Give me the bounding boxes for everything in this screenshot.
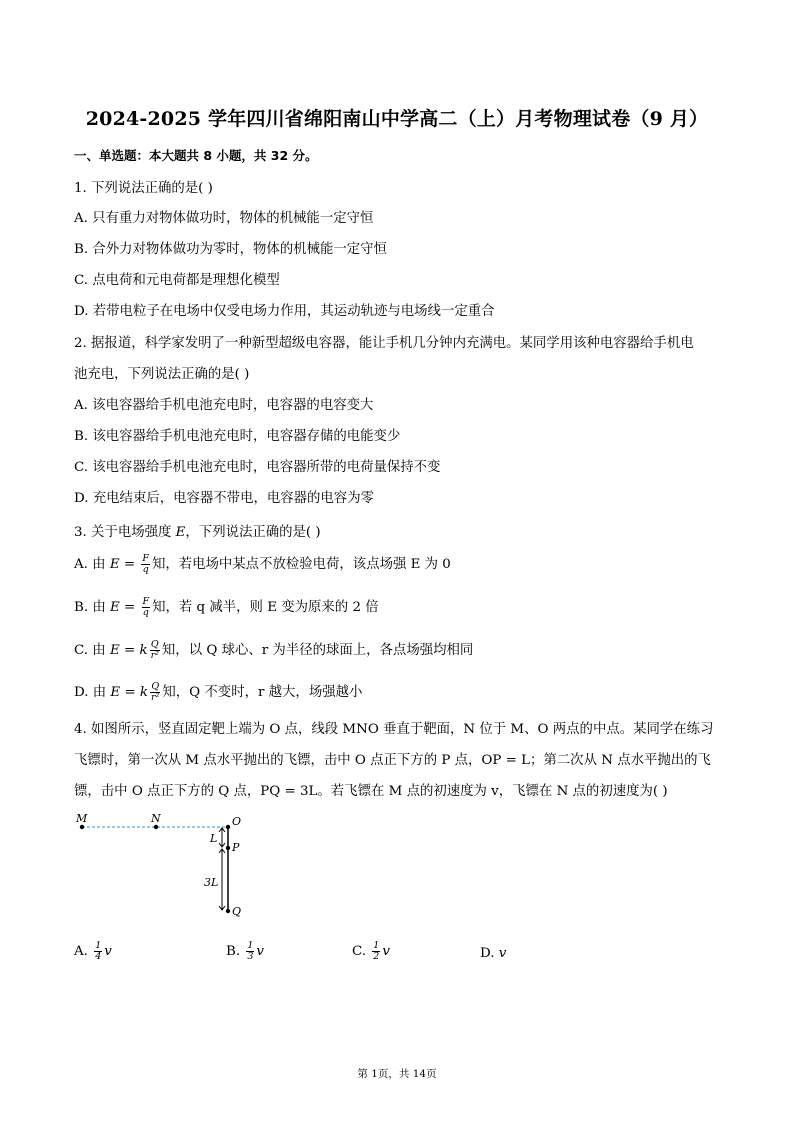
q2-option-b: B. 该电容器给手机电池充电时，电容器存储的电能变少 bbox=[74, 429, 401, 444]
label-o: O bbox=[232, 815, 242, 828]
q4-c-fraction bbox=[372, 941, 380, 962]
q4-a-numerator: 1 bbox=[95, 940, 102, 951]
q4-d-var: v bbox=[498, 946, 507, 961]
q4-b-denominator: 3 bbox=[247, 951, 254, 962]
q3-d-fraction bbox=[150, 682, 160, 703]
q3-stem-text: 3. 关于电场强度 bbox=[74, 525, 176, 540]
q4-c-denominator: 2 bbox=[373, 951, 380, 962]
q3-d-eq: E = k bbox=[110, 685, 149, 700]
q4-option-b bbox=[226, 941, 264, 962]
label-n: N bbox=[151, 812, 161, 825]
q4-stem-line1: 4. 如图所示，竖直固定靶上端为 O 点，线段 MNO 垂直于靶面，N 位于 M、O 两点的中点。某同学在练习 bbox=[74, 722, 714, 737]
q4-a-prefix: A. bbox=[74, 944, 93, 959]
label-l: L bbox=[210, 832, 218, 845]
q4-a-var: v bbox=[104, 944, 112, 959]
q2-option-a: A. 该电容器给手机电池充电时，电容器的电容变大 bbox=[74, 398, 374, 413]
q4-b-fraction bbox=[246, 941, 254, 962]
q3-c-denominator: r² bbox=[150, 650, 159, 661]
q4-option-d bbox=[480, 946, 506, 961]
q4-c-var: v bbox=[382, 944, 390, 959]
q2-option-c: C. 该电容器给手机电池充电时，电容器所带的电荷量保持不变 bbox=[74, 460, 441, 475]
label-q: Q bbox=[232, 905, 242, 918]
q3-d-numerator: Q bbox=[151, 681, 160, 692]
q3-c-numerator: Q bbox=[150, 639, 159, 650]
q3-c-eq: E = k bbox=[109, 643, 148, 658]
point-n bbox=[154, 825, 158, 829]
q1-option-d: D. 若带电粒子在电场中仅受电场力作用，其运动轨迹与电场线一定重合 bbox=[74, 304, 495, 319]
q2-option-d: D. 充电结束后，电容器不带电，电容器的电容为零 bbox=[74, 491, 374, 506]
q1-option-a: A. 只有重力对物体做功时，物体的机械能一定守恒 bbox=[74, 211, 374, 226]
q3-d-denominator: r² bbox=[151, 692, 160, 703]
q1-option-b: B. 合外力对物体做功为零时，物体的机械能一定守恒 bbox=[74, 242, 387, 257]
q3-option-c bbox=[74, 639, 473, 661]
point-p bbox=[226, 846, 230, 850]
q3-b-eq: E = bbox=[110, 600, 140, 615]
q3-option-d bbox=[74, 681, 362, 703]
q3-a-eq: E = bbox=[109, 557, 140, 572]
q4-c-numerator: 1 bbox=[373, 940, 380, 951]
q3-d-text: 知，Q 不变时，r 越大，场强越小 bbox=[162, 685, 363, 700]
q4-b-var: v bbox=[256, 944, 264, 959]
q4-figure bbox=[70, 810, 270, 925]
q4-a-denominator: 4 bbox=[95, 951, 102, 962]
point-m bbox=[80, 825, 84, 829]
q3-c-prefix: C. 由 bbox=[74, 643, 110, 658]
q4-c-prefix: C. bbox=[352, 944, 371, 959]
q3-a-numerator: F bbox=[142, 553, 149, 564]
q3-stem bbox=[74, 521, 321, 540]
q2-stem-line1: 2. 据报道，科学家发明了一种新型超级电容器，能让手机几分钟内充满电。某同学用该种电容器给手机电 bbox=[74, 336, 694, 351]
page-title: 2024-2025 学年四川省绵阳南山中学高二（上）月考物理试卷（9 月） bbox=[85, 108, 709, 130]
q3-c-fraction bbox=[150, 640, 160, 661]
q3-stem-tail: ，下列说法正确的是( ) bbox=[185, 525, 321, 540]
q3-c-text: 知，以 Q 球心、r 为半径的球面上，各点场强均相同 bbox=[161, 643, 474, 658]
q3-b-fraction bbox=[142, 597, 151, 618]
q4-d-prefix: D. bbox=[480, 946, 499, 961]
q3-stem-var: E bbox=[175, 525, 186, 540]
section-heading: 一、单选题：本大题共 8 小题，共 32 分。 bbox=[74, 148, 318, 163]
q3-a-text: 知，若电场中某点不放检验电荷，该点场强 E 为 0 bbox=[151, 557, 451, 572]
q4-stem-line2: 飞镖时，第一次从 M 点水平抛出的飞镖，击中 O 点正下方的 P 点，OP = L；第二次从 N 点水平抛出的飞 bbox=[74, 753, 711, 768]
q4-b-numerator: 1 bbox=[247, 940, 254, 951]
q3-a-denominator: q bbox=[142, 564, 149, 575]
q4-option-a bbox=[74, 941, 112, 962]
q1-option-c: C. 点电荷和元电荷都是理想化模型 bbox=[74, 273, 280, 288]
q3-b-text: 知，若 q 减半，则 E 变为原来的 2 倍 bbox=[152, 600, 379, 615]
label-m: M bbox=[76, 812, 88, 825]
label-3l: 3L bbox=[204, 876, 219, 889]
q3-option-b bbox=[74, 596, 379, 618]
point-q bbox=[226, 909, 230, 913]
q3-option-a bbox=[74, 553, 451, 575]
q2-stem-line2: 池充电，下列说法正确的是( ) bbox=[74, 367, 250, 382]
q3-b-prefix: B. 由 bbox=[74, 600, 111, 615]
q1-stem: 1. 下列说法正确的是( ) bbox=[74, 181, 213, 196]
page-footer: 第 1页，共 14页 bbox=[357, 1068, 437, 1080]
q4-b-prefix: B. bbox=[226, 944, 245, 959]
q3-d-prefix: D. 由 bbox=[74, 685, 111, 700]
q4-a-fraction bbox=[94, 941, 102, 962]
q3-a-fraction bbox=[141, 554, 150, 575]
q4-stem-line3: 镖，击中 O 点正下方的 Q 点，PQ = 3L。若飞镖在 M 点的初速度为 v，飞镖在 N 点的初速度为( ) bbox=[74, 784, 668, 799]
point-o bbox=[226, 825, 230, 829]
q3-b-denominator: q bbox=[142, 607, 149, 618]
q3-b-numerator: F bbox=[142, 596, 150, 607]
q4-option-c bbox=[352, 941, 390, 962]
label-p: P bbox=[232, 841, 240, 854]
q3-a-prefix: A. 由 bbox=[74, 557, 110, 572]
